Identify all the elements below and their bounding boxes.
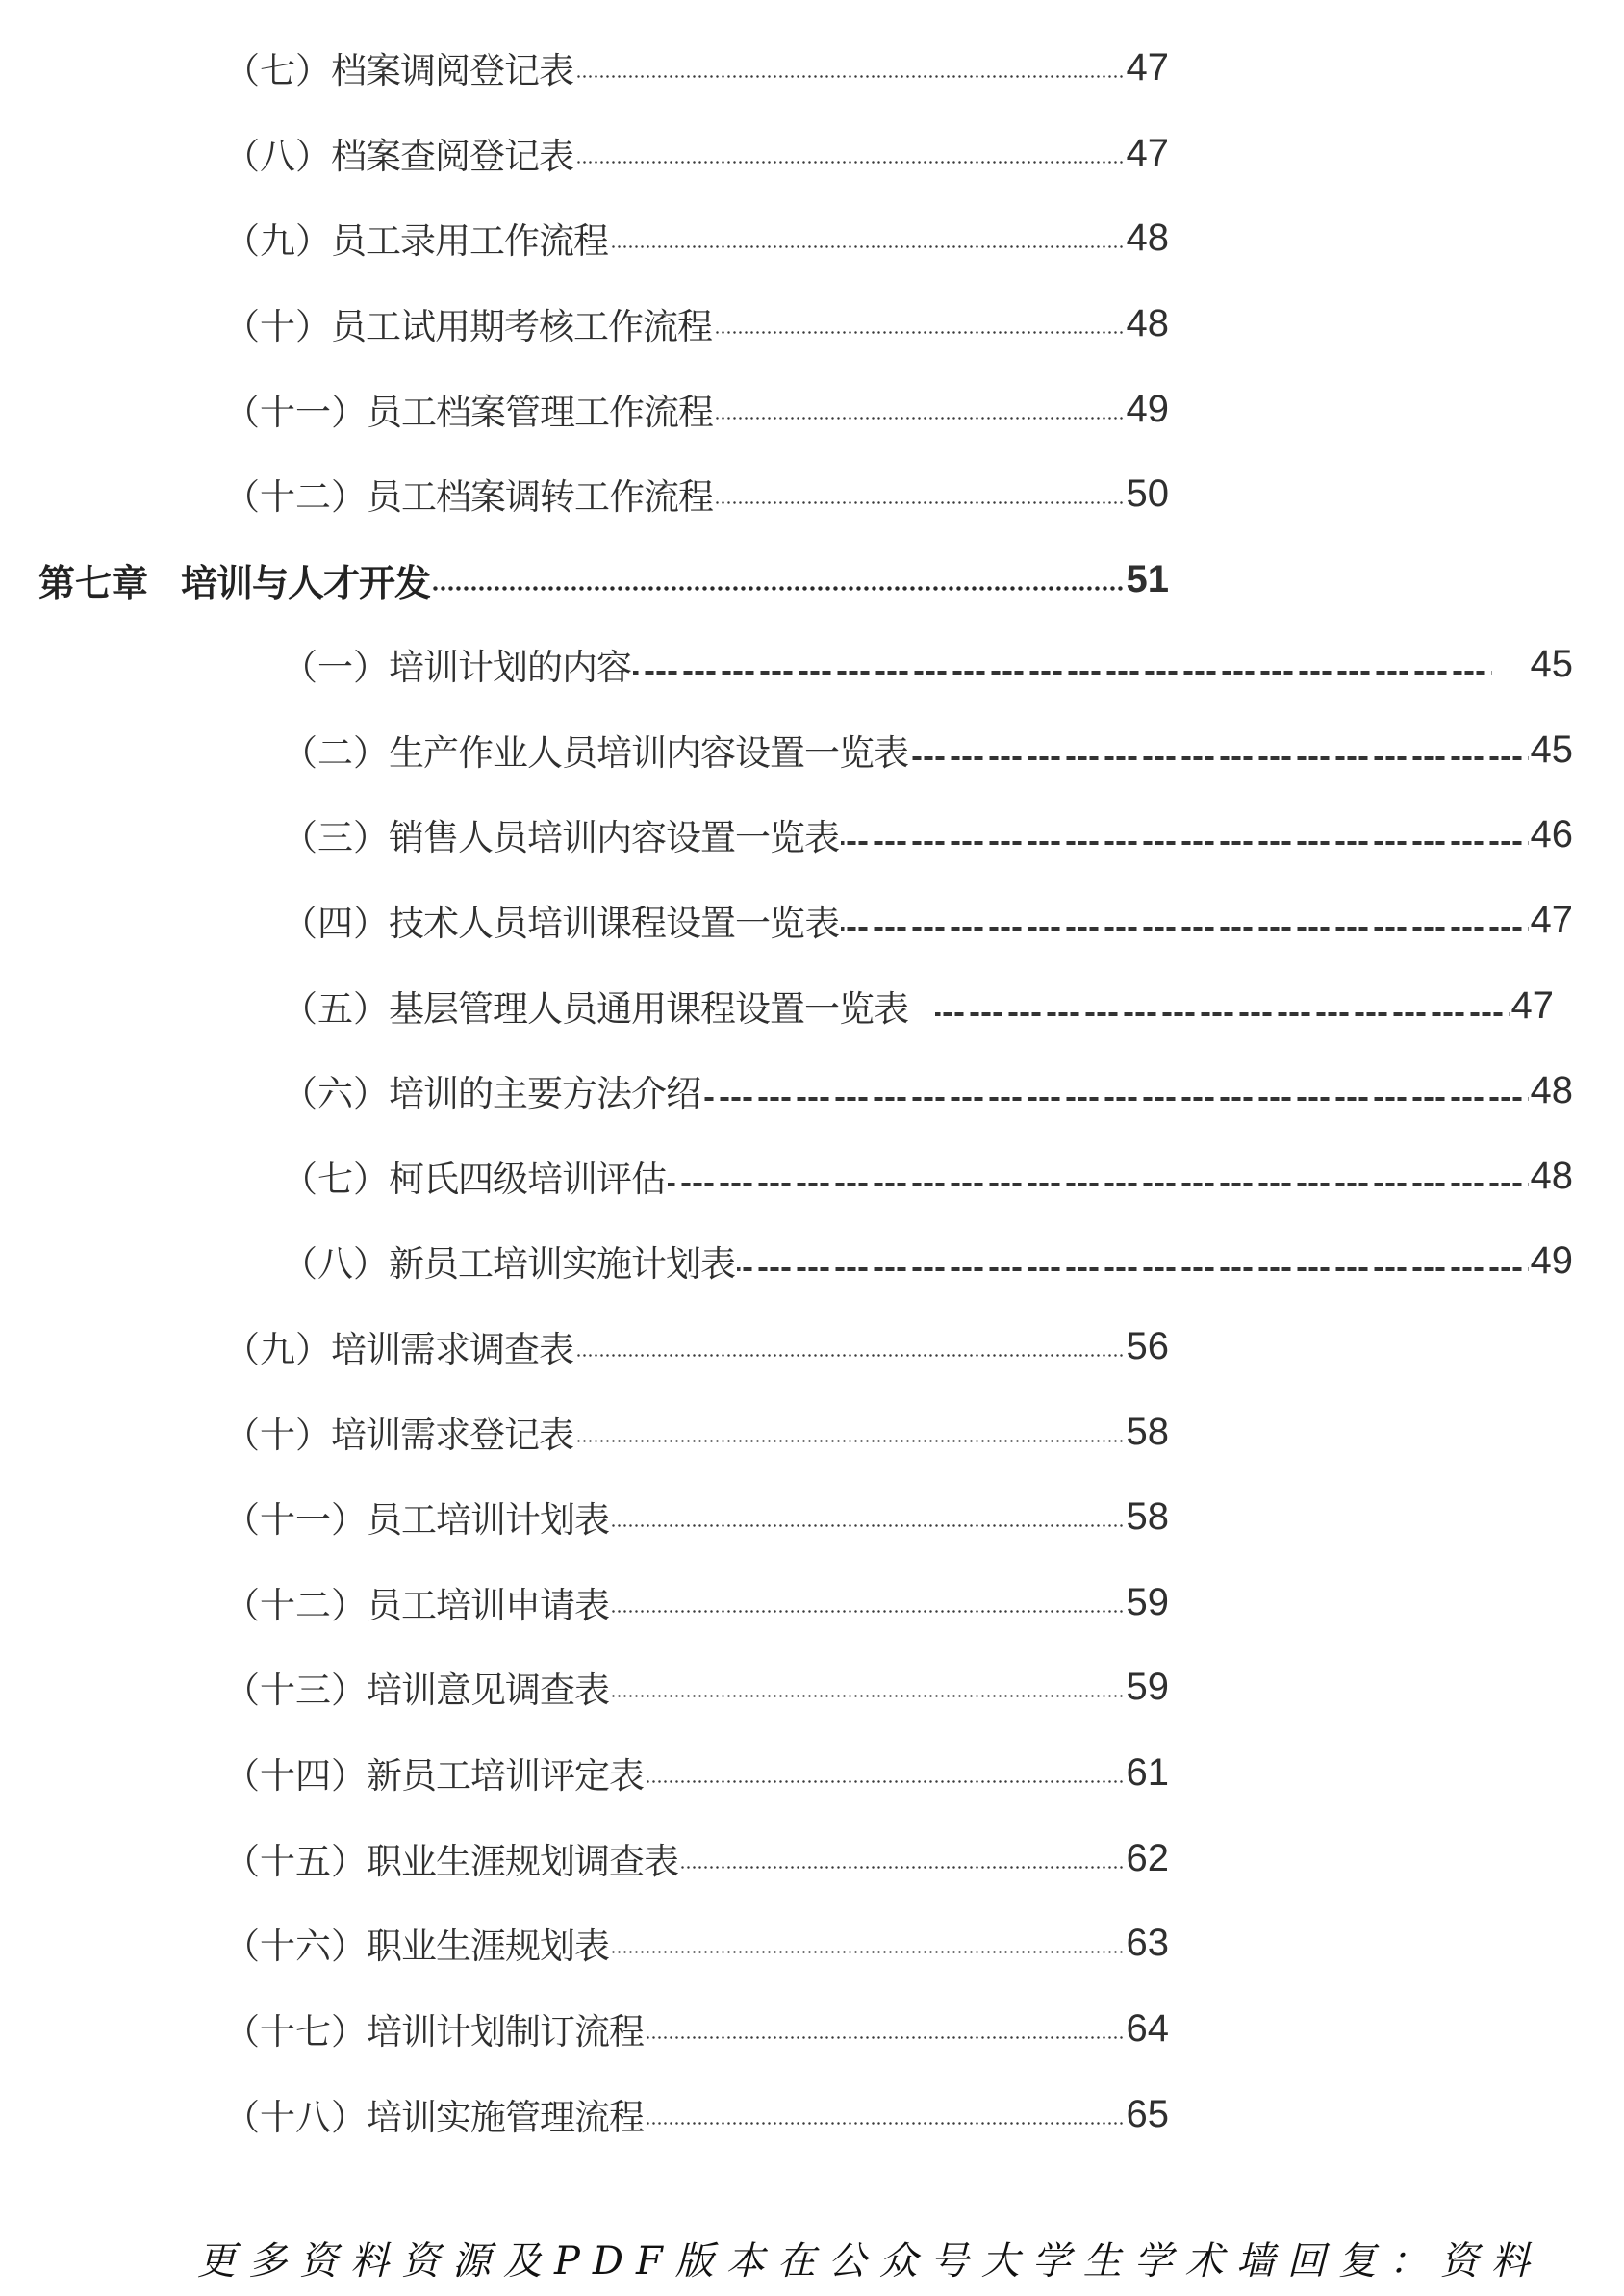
dot-leader [611,1524,1125,1527]
toc-entry-title: 新员工培训实施计划表 [389,1243,735,1285]
toc-entry-page: 48 [1530,1154,1573,1197]
toc-entry-page: 47 [1530,898,1573,941]
toc-entry-title: 职业生涯规划表 [367,1926,609,1967]
toc-entry[interactable] [282,979,1554,1033]
toc-entry[interactable] [282,637,1573,691]
toc-entry-title: 员工培训申请表 [367,1585,609,1626]
toc-entry[interactable] [224,1746,1169,1799]
toc-entry[interactable] [224,1490,1169,1543]
toc-entry-page: 64 [1126,2006,1169,2050]
toc-entry-number: （七） [282,1159,389,1200]
toc-entry[interactable] [224,2087,1169,2141]
toc-entry-page: 59 [1126,1665,1169,1708]
toc-entry-page: 47 [1126,45,1169,89]
toc-entry[interactable] [224,1575,1169,1629]
toc-entry-page: 48 [1126,216,1169,259]
dot-leader [646,2036,1125,2039]
toc-entry-title: 培训意见调查表 [367,1670,609,1711]
toc-entry-number: （十三） [224,1670,367,1711]
dot-leader [611,1610,1125,1613]
toc-entry-title: 员工试用期考核工作流程 [331,306,712,347]
toc-entry-page: 48 [1126,301,1169,344]
toc-entry-number: （十一） [224,1499,367,1541]
dash-leader [668,1183,1529,1186]
toc-entry[interactable] [224,467,1169,521]
toc-entry-title: 培训的主要方法介绍 [389,1073,700,1114]
toc-entry-number: （十四） [224,1755,367,1797]
toc-entry-title: 员工档案调转工作流程 [367,476,713,518]
toc-entry[interactable] [282,723,1573,777]
toc-entry-page: 46 [1530,812,1573,855]
toc-entry-page: 48 [1530,1068,1573,1111]
toc-entry-page: 62 [1126,1836,1169,1879]
toc-entry-title: 基层管理人员通用课程设置一览表 [389,988,908,1030]
chapter-page: 51 [1126,557,1169,600]
dot-leader [575,1440,1125,1442]
toc-entry-title: 员工培训计划表 [367,1499,609,1541]
toc-entry-page: 49 [1126,387,1169,430]
toc-entry-page: 65 [1126,2092,1169,2135]
toc-entry-number: （九） [224,1329,331,1370]
toc-entry[interactable] [224,1405,1169,1459]
dot-leader [646,2122,1125,2125]
toc-entry-title: 培训需求调查表 [331,1329,573,1370]
toc-entry-title: 培训计划的内容 [389,647,631,688]
toc-entry-number: （六） [282,1073,389,1114]
dash-leader [841,927,1529,931]
toc-entry-title: 档案调阅登记表 [331,50,573,91]
toc-entry-number: （八） [282,1243,389,1285]
toc-entry[interactable] [282,1063,1573,1117]
toc-entry[interactable] [282,893,1573,947]
toc-entry-page: 56 [1126,1324,1169,1367]
dot-leader [715,417,1125,420]
toc-entry-number: （十八） [224,2097,367,2138]
toc-entry-title: 培训需求登记表 [331,1415,573,1456]
toc-entry-page: 58 [1126,1410,1169,1453]
toc-entry-number: （九） [224,220,331,262]
toc-chapter-heading[interactable] [38,552,1169,606]
dot-leader [714,331,1125,334]
toc-entry-number: （一） [282,647,389,688]
dot-leader [715,501,1125,504]
toc-entry-number: （十） [224,306,331,347]
toc-entry-number: （十五） [224,1841,367,1882]
chapter-title: 培训与人才开发 [181,561,431,604]
dash-leader [633,671,1492,675]
toc-entry-title: 技术人员培训课程设置一览表 [389,903,839,944]
toc-entry-number: （四） [282,903,389,944]
dot-leader [611,1695,1125,1697]
dot-leader [575,75,1125,78]
toc-entry[interactable] [224,1916,1169,1970]
toc-entry-title: 生产作业人员培训内容设置一览表 [389,732,908,774]
toc-entry-page: 63 [1126,1921,1169,1964]
toc-entry-number: （三） [282,817,389,858]
toc-entry[interactable] [282,1149,1573,1203]
toc-entry-page: 50 [1126,472,1169,515]
toc-entry[interactable] [224,211,1169,265]
toc-entry-number: （十） [224,1415,331,1456]
dot-leader [611,1951,1125,1953]
toc-entry[interactable] [282,1234,1573,1288]
toc-entry-title: 新员工培训评定表 [367,1755,644,1797]
dot-leader [575,1354,1125,1357]
toc-entry-title: 柯氏四级培训评估 [389,1159,666,1200]
toc-entry-page: 45 [1530,642,1573,685]
dot-leader [610,245,1125,248]
toc-entry-number: （十六） [224,1926,367,1967]
toc-entry-title: 销售人员培训内容设置一览表 [389,817,839,858]
dot-leader [680,1866,1125,1869]
toc-entry-number: （十二） [224,476,367,518]
dash-leader [737,1267,1529,1271]
toc-entry-page: 49 [1530,1238,1573,1282]
toc-entry[interactable] [282,807,1573,861]
toc-entry-page: 47 [1126,131,1169,174]
toc-entry-page: 61 [1126,1750,1169,1794]
toc-entry-number: （七） [224,50,331,91]
toc-entry[interactable] [224,382,1169,436]
toc-entry[interactable] [224,40,1169,94]
dot-leader [575,161,1125,164]
toc-entry-number: （五） [282,988,389,1030]
toc-entry[interactable] [224,1660,1169,1714]
toc-entry[interactable] [224,1319,1169,1373]
chapter-number: 第七章 [38,561,149,604]
toc-entry-number: （八） [224,136,331,177]
dot-leader [432,586,1124,591]
toc-entry-number: （十一） [224,392,367,433]
dash-leader [841,841,1529,845]
toc-entry-title: 员工档案管理工作流程 [367,392,713,433]
toc-entry-page: 58 [1126,1494,1169,1538]
toc-entry[interactable] [224,296,1169,350]
toc-entry[interactable] [224,126,1169,180]
dot-leader [646,1780,1125,1783]
toc-entry-title: 培训实施管理流程 [367,2097,644,2138]
dash-leader [910,756,1529,760]
toc-entry-page: 59 [1126,1580,1169,1623]
toc-entry[interactable] [224,2002,1169,2055]
toc-entry-title: 员工录用工作流程 [331,220,608,262]
toc-entry-title: 培训计划制订流程 [367,2011,644,2053]
footer-note: 更多资料资源及PDF版本在公众号大学生学术墙回复：资料 [197,2239,1542,2283]
toc-entry-page: 47 [1510,983,1554,1027]
dash-leader [935,1012,1510,1016]
toc-entry[interactable] [224,1831,1169,1885]
toc-entry-number: （十二） [224,1585,367,1626]
toc-entry-number: （十七） [224,2011,367,2053]
toc-entry-number: （二） [282,732,389,774]
toc-entry-title: 职业生涯规划调查表 [367,1841,678,1882]
toc-entry-title: 档案查阅登记表 [331,136,573,177]
toc-entry-page: 45 [1530,727,1573,771]
dash-leader [702,1097,1529,1101]
